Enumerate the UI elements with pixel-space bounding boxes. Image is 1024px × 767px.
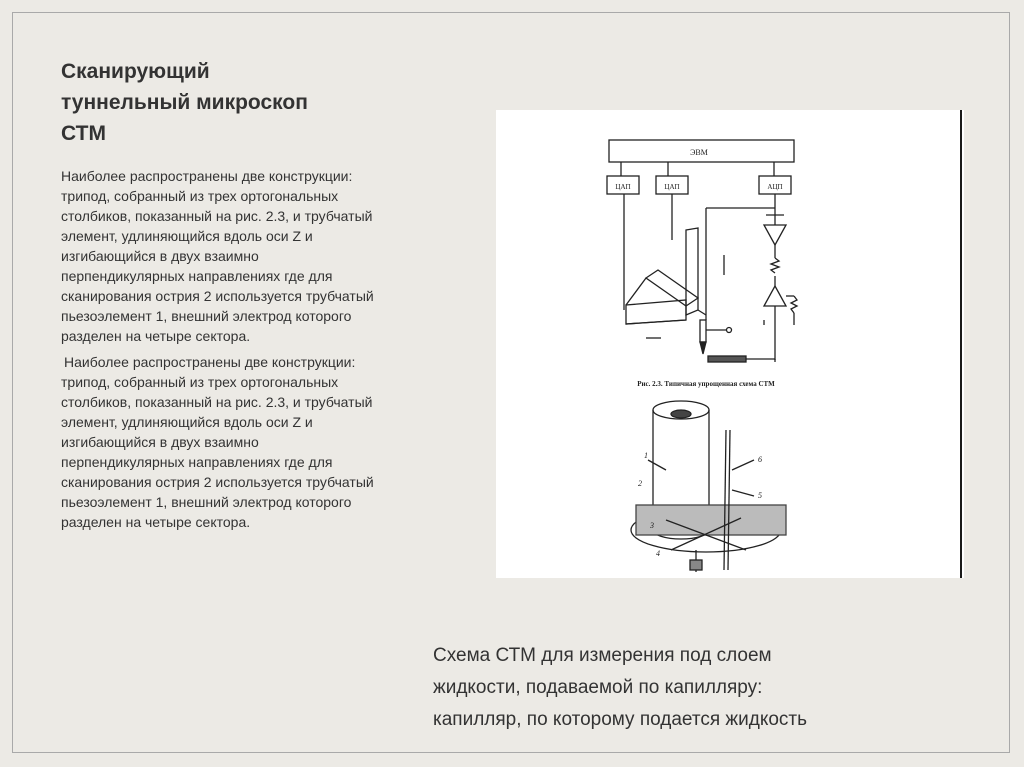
label-3: 3 — [650, 521, 654, 530]
figure-description — [433, 640, 953, 736]
label-6: 6 — [758, 455, 762, 464]
caption-line: Схема СТМ для измерения под слоем — [433, 645, 772, 666]
amplifier-2 — [764, 286, 786, 306]
label-4: 4 — [656, 549, 660, 558]
title-line: СТМ — [61, 122, 106, 145]
computer-box-label: ЭВМ — [690, 148, 708, 157]
label-5: 5 — [758, 491, 762, 500]
tip — [700, 342, 706, 354]
slide-title — [61, 56, 391, 149]
stm-diagram — [496, 110, 964, 578]
label-2: 2 — [638, 479, 642, 488]
title-line: Сканирующий — [61, 60, 210, 83]
title-line: туннельный микроскоп — [61, 91, 308, 114]
paragraph: Наиболее распространены две конструкции: трипод, собранный из трех ортогональных столбиков, показанный на рис. 2.3, и трубчатый элемент, удлиняющийся вдоль оси Z и изгибающийся в двух взаимно перпендикулярных направлениях где для сканирования острия 2 используется трубчатый пьезоэлемент 1, внешний электрод которого разделен на четыре сектора. — [61, 168, 374, 344]
body-text — [61, 166, 381, 538]
adc-box-label: АЦП — [767, 183, 783, 191]
label-1: 1 — [644, 451, 648, 460]
sample — [708, 356, 746, 362]
caption-line: жидкости, подаваемой по капилляру: — [433, 677, 763, 698]
capillary — [724, 430, 726, 570]
tip-holder — [700, 320, 706, 342]
dac-box-1-label: ЦАП — [615, 183, 631, 191]
caption-line: капилляр, по которому подается жидкость — [433, 709, 808, 730]
stm-scheme-figure — [496, 110, 964, 578]
dac-box-2-label: ЦАП — [664, 183, 680, 191]
amplifier-1 — [764, 225, 786, 245]
sample-stage — [636, 505, 786, 535]
figure-caption: Рис. 2.3. Типичная упрощенная схема СТМ — [637, 380, 775, 388]
figure-edge — [960, 110, 962, 578]
head-hole — [671, 410, 691, 418]
paragraph: Наиболее распространены две конструкции: трипод, собранный из трех ортогональных столбиков, показанный на рис. 2.3, и трубчатый элемент, удлиняющийся вдоль оси Z и изгибающийся в двух взаимно перпендикулярных направлениях где для сканирования острия 2 используется трубчатый пьезоэлемент 1, внешний электрод которого разделен на четыре сектора. — [61, 354, 374, 530]
